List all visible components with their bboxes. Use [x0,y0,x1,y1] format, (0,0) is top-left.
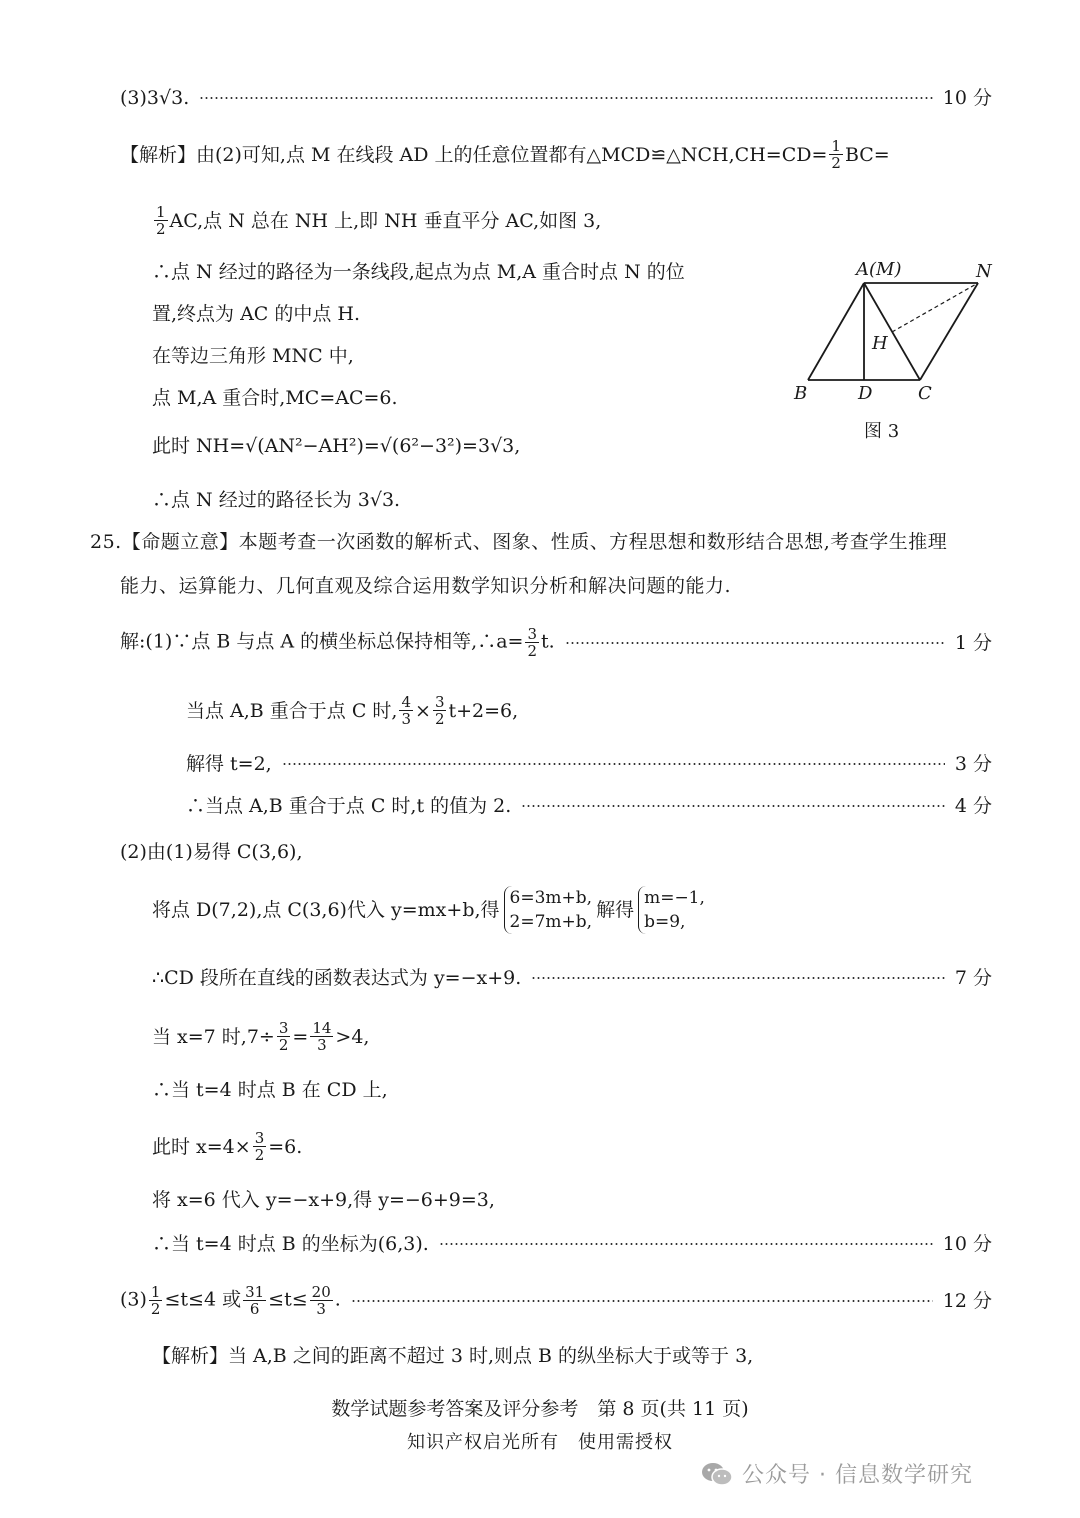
numerator: 3 [254,1129,265,1147]
fraction [253,1130,267,1163]
numerator: 14 [312,1019,332,1037]
text-line: 在等边三角形 MNC 中, [152,345,354,367]
text: ∴当点 A,B 重合于点 C 时,t 的值为 2. [186,795,512,817]
label-b: B [794,383,808,404]
text: 解得 [596,899,635,921]
text: ∴CD 段所在直线的函数表达式为 y=−x+9. [152,967,522,989]
fraction [433,694,447,727]
fraction [154,204,168,237]
answer-line [120,1284,992,1317]
score: 4 分 [954,795,992,817]
denominator: 2 [527,642,537,660]
denominator: 2 [156,220,166,238]
text: = [292,1025,309,1048]
analysis-line [120,138,890,171]
denominator: 2 [254,1146,265,1164]
score: 12 分 [942,1289,992,1312]
denominator: 2 [434,710,445,728]
solution-line [186,750,992,778]
figure-caption: 图 3 [864,421,900,442]
text: t+2=6, [448,699,519,722]
fraction [310,1020,333,1053]
dot-leader [199,97,933,99]
answer-text: (3)3√3. [120,87,190,109]
equation: m=−1, [644,888,705,908]
text: BC= [844,143,890,166]
denominator: 2 [150,1300,161,1318]
denominator: 3 [316,1300,326,1318]
text-line: 将 x=6 代入 y=−x+9,得 y=−6+9=3, [152,1189,495,1211]
fraction [310,1284,333,1317]
solution-system [638,886,705,934]
denominator: 6 [249,1300,260,1318]
text: AC,点 N 总在 NH 上,即 NH 垂直平分 AC,如图 3, [169,209,602,232]
text: 解得 t=2, [186,753,272,775]
text: >4, [335,1025,370,1048]
fraction [277,1020,291,1053]
score: 1 分 [954,631,992,654]
fraction [243,1284,266,1317]
score: 7 分 [954,967,992,989]
score: 10 分 [942,87,992,109]
solution-line [152,964,992,992]
question-header: 25.【命题立意】本题考查一次函数的解析式、图象、性质、方程思想和数形结合思想,考查学生推理 [90,531,948,553]
text-line: 点 M,A 重合时,MC=AC=6. [152,387,398,409]
text-line: ∴当 t=4 时点 B 在 CD 上, [152,1079,388,1101]
denominator: 2 [831,154,841,172]
numerator: 1 [831,137,841,155]
answer-line-3 [120,84,992,112]
dot-leader [521,805,945,807]
text: 解:(1)∵点 B 与点 A 的横坐标总保持相等,∴a= $\frac{3}{2}$ t. [120,625,555,660]
numerator: 3 [527,625,537,643]
text-line: 【解析】当 A,B 之间的距离不超过 3 时,则点 B 的纵坐标大于或等于 3, [152,1345,754,1367]
denominator: 2 [278,1036,289,1054]
watermark [700,1458,973,1489]
analysis-line [152,204,601,237]
equation: 2=7m+b, [509,912,593,932]
dot-leader [282,763,945,765]
page-footer: 数学试题参考答案及评分参考 第 8 页(共 11 页) [331,1398,749,1420]
copyright-notice: 知识产权启光所有 使用需授权 [407,1432,673,1453]
text-line: ∴点 N 经过的路径为一条线段,起点为点 M,A 重合时点 N 的位 [152,261,685,283]
solution-line [186,694,518,727]
numerator: 1 [150,1283,161,1301]
fraction [525,626,539,659]
text-line: 置,终点为 AC 的中点 H. [152,303,361,325]
text: ∴当 t=4 时点 B 的坐标为(6,3). [152,1233,429,1255]
solution-line [152,886,709,934]
wechat-icon [700,1460,734,1488]
equation-system [504,886,593,934]
solution-line [152,1230,992,1258]
numerator: 20 [311,1283,331,1301]
solution-line [152,1020,369,1053]
score: 3 分 [954,753,992,775]
text: 当点 A,B 重合于点 C 时, [186,699,398,722]
numerator: 3 [278,1019,289,1037]
fraction [829,138,843,171]
denominator: 3 [317,1036,327,1054]
fraction [399,694,413,727]
equation: 6=3m+b, [509,888,593,908]
solution-line [186,792,992,820]
text: 将点 D(7,2),点 C(3,6)代入 y=mx+b,得 [152,899,500,921]
text: (3) $\frac{1}{2}$ ≤t≤4 或 $\frac{31}{6}$ ≤t≤ $\frac{20}{3}$ . [120,1283,341,1318]
label-h: H [872,333,888,354]
label-n: N [976,261,992,282]
numerator: 1 [156,203,166,221]
dot-leader [565,642,945,644]
text: × [415,699,431,722]
equation: b=9, [644,912,686,932]
text-line: 能力、运算能力、几何直观及综合运用数学知识分析和解决问题的能力. [120,575,732,597]
denominator: 3 [401,710,412,728]
text: =6. [268,1135,303,1158]
numerator: 31 [245,1283,265,1301]
numerator: 3 [434,693,445,711]
label-c: C [918,383,932,404]
text: 此时 x=4× [152,1135,251,1158]
text-line: ∴点 N 经过的路径长为 3√3. [152,489,401,511]
text-line: (2)由(1)易得 C(3,6), [120,841,303,863]
dot-leader [351,1300,933,1302]
numerator: 4 [401,693,412,711]
dot-leader [531,977,945,979]
score: 10 分 [942,1233,992,1255]
solution-line [152,1130,302,1163]
text: 当 x=7 时,7÷ [152,1025,275,1048]
dot-leader [439,1243,933,1245]
label-am: A(M) [856,259,902,280]
fraction [149,1284,163,1317]
watermark-text: 公众号 · 信息数学研究 [742,1463,973,1488]
text-line: 此时 NH=√(AN²−AH²)=√(6²−3²)=3√3, [152,435,521,457]
label-d: D [858,383,873,404]
geometry-figure [780,255,1020,455]
text: 【解析】由(2)可知,点 M 在线段 AD 上的任意位置都有△MCD≌△NCH,CH=CD= [120,143,828,166]
solution-line [120,626,992,659]
